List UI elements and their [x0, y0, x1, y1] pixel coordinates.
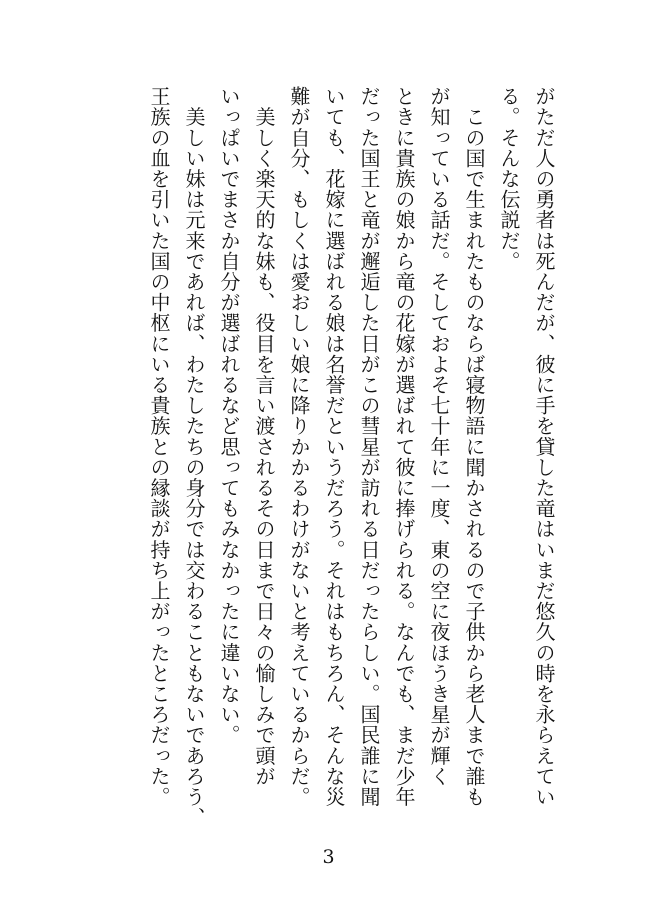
text-line: だった国王と竜が邂逅した日がこの彗星が訪れる日だったらしい。国民誰に聞	[357, 86, 381, 807]
text-line: いっぱいでまさか自分が選ばれるなど思ってもみなかったに違いない。	[217, 86, 241, 746]
text-line: る。そんな伝説だ。	[497, 86, 521, 272]
text-line: ときに貴族の娘から竜の花嫁が選ばれて彼に捧げられる。なんでも、まだ少年	[392, 86, 416, 807]
body-text	[141, 86, 561, 826]
page-number: 3	[322, 846, 335, 868]
text-line: この国で生まれたものならば寝物語に聞かされるので子供から老人まで誰も	[462, 86, 486, 807]
text-line: 難が自分、もしくは愛おしい娘に降りかかるわけがないと考えているからだ。	[287, 86, 311, 807]
text-line: 美しく楽天的な妹も、役目を言い渡されるその日まで日々の愉しみで頭が	[252, 86, 276, 787]
text-line: 美しい妹は元来であれば、わたしたちの身分では交わることもないであろう、	[182, 86, 206, 828]
text-line: が知っている話だ。そしておよそ七十年に一度、東の空に夜ほうき星が輝く	[427, 86, 451, 787]
text-line: いても、花嫁に選ばれる娘は名誉だというだろう。それはもちろん、そんな災	[322, 86, 346, 807]
text-line: 王族の血を引いた国の中枢にいる貴族との縁談が持ち上がったところだった。	[147, 86, 171, 807]
text-line: がただ人の勇者は死んだが、彼に手を貸した竜はいまだ悠久の時を永らえてい	[532, 86, 556, 807]
